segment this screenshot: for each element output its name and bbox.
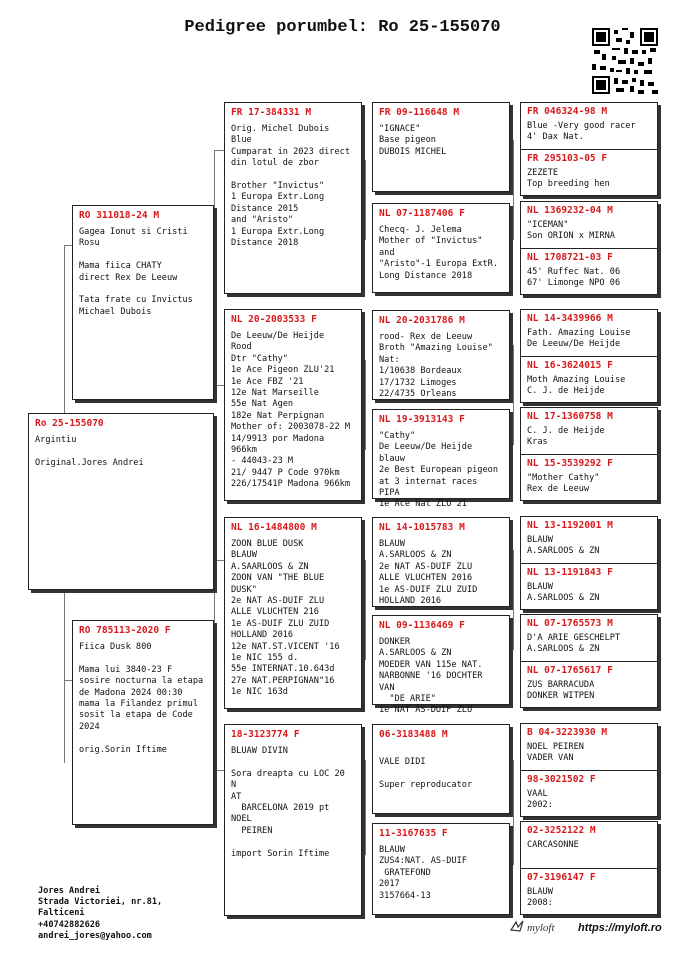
card-text: BLAUW 2008: <box>527 887 553 909</box>
ring-number: FR 046324-98 M <box>527 106 608 117</box>
ring-number: NL 07-1765617 F <box>527 665 613 676</box>
pedigree-card-grandparent[interactable] <box>224 102 362 294</box>
svg-text:myloft: myloft <box>527 922 555 934</box>
card-text: BLAUW A.SARLOOS & ZN <box>527 535 600 557</box>
pedigree-card-gen3[interactable] <box>372 409 510 510</box>
pedigree-card-gen4[interactable] <box>520 723 658 817</box>
card-text: Gagea Ionut si Cristi Rosu Mama fiica CHATY direct Rex De Leeuw Tata frate cu Invictus Michael Dubois <box>79 227 193 317</box>
card-text: ZOON BLUE DUSK BLAUW A.SAARLOOS & ZN ZOON VAN "THE BLUE DUSK" 2e NAT AS-DUIF ZLU ALLE VLUCHTEN 216 1e AS-DUIF ZLU ZUID HOLLAND 2016 12e NAT.ST.VICENT '16 1e NIC 155 d. 55e INTERNAT.10.643d 27e NAT.PERPIGNAN"16 1e NIC 163d <box>231 539 340 698</box>
pedigree-card-gen4[interactable] <box>520 309 658 403</box>
owner-contact: Jores Andrei Strada Victoriei, nr.81, Falticeni +40742882626 andrei_jores@yahoo.com <box>38 886 163 941</box>
ring-number: 02-3252122 M <box>527 825 596 836</box>
connector-line <box>64 245 65 415</box>
pedigree-card-gen4[interactable] <box>520 821 658 915</box>
pedigree-card-gen4[interactable] <box>520 201 658 295</box>
card-text: "IGNACE" Base pigeon DUBOIS MICHEL <box>379 124 447 157</box>
card-text: rood- Rex de Leeuw Broth "Amazing Louise" Nat: 1/10638 Bordeaux 17/1732 Limoges 22/4735 Orleans <box>379 332 493 400</box>
connector-line <box>214 150 215 385</box>
card-text: Fath. Amazing Louise De Leeuw/De Heijde <box>527 328 631 350</box>
pedigree-card-gen3[interactable] <box>372 203 510 293</box>
pedigree-card-sire[interactable] <box>72 205 214 400</box>
card-text: BLAUW A.SARLOOS & ZN 2e NAT AS-DUIF ZLU ALLE VLUCHTEN 2016 1e AS-DUIF ZLU ZUID HOLLAND 2016 <box>379 539 478 607</box>
card-text: C. J. de Heijde Kras <box>527 426 605 448</box>
card-text: BLAUW A.SARLOOS & ZN <box>527 582 600 604</box>
pedigree-card-gen4[interactable] <box>520 614 658 708</box>
card-text: D'A ARIE GESCHELPT A.SARLOOS & ZN <box>527 633 621 655</box>
ring-number: Ro 25-155070 <box>35 418 104 429</box>
card-text: ZEZETE Top breeding hen <box>527 168 610 190</box>
card-text: VAAL 2002: <box>527 789 553 811</box>
pedigree-card-gen3[interactable] <box>372 102 510 192</box>
ring-number: RO 785113-2020 F <box>79 625 171 636</box>
card-text: CARCASONNE <box>527 840 579 850</box>
ring-number: NL 07-1187406 F <box>379 208 465 219</box>
pedigree-card-gen3[interactable] <box>372 823 510 915</box>
pedigree-card-grandparent[interactable] <box>224 309 362 501</box>
connector-line <box>513 760 514 865</box>
qr-code-icon <box>592 28 658 94</box>
ring-number: NL 14-3439966 M <box>527 313 613 324</box>
ring-number: 18-3123774 F <box>231 729 300 740</box>
connector-line <box>513 140 514 240</box>
card-text: "Mother Cathy" Rex de Leeuw <box>527 473 600 495</box>
ring-number: NL 13-1192001 M <box>527 520 613 531</box>
ring-number: NL 07-1765573 M <box>527 618 613 629</box>
ring-number: NL 16-3624015 F <box>527 360 613 371</box>
website-link[interactable]: https://myloft.ro <box>578 922 662 934</box>
pedigree-card-subject[interactable] <box>28 413 214 590</box>
ring-number: FR 09-116648 M <box>379 107 460 118</box>
pedigree-card-gen4[interactable] <box>520 407 658 501</box>
connector-line <box>214 560 224 561</box>
pedigree-card-grandparent[interactable] <box>224 724 362 916</box>
pedigree-card-gen3[interactable] <box>372 517 510 607</box>
card-text: "Cathy" De Leeuw/De Heijde blauw 2e Best European pigeon at 3 internat races PIPA 1e Ace Nat ZLU'21 <box>379 431 498 510</box>
connector-line <box>365 160 366 240</box>
connector-line <box>214 560 215 770</box>
connector-line <box>365 760 366 855</box>
card-text: Orig. Michel Dubois Blue Cumparat in 2023 direct din lotul de zbor Brother "Invictus" 1 Europa Extr.Long Distance 2015 and "Aristo" 1 Europa Extr.Long Distance 2018 <box>231 124 350 249</box>
card-text: VALE DIDI Super reproducator <box>379 757 473 791</box>
ring-number: 11-3167635 F <box>379 828 448 839</box>
ring-number: NL 20-2003533 F <box>231 314 317 325</box>
connector-line <box>365 360 366 450</box>
pedigree-card-gen4[interactable] <box>520 516 658 610</box>
connector-line <box>513 345 514 445</box>
pedigree-card-grandparent[interactable] <box>224 517 362 709</box>
ring-number: RO 311018-24 M <box>79 210 160 221</box>
ring-number: 06-3183488 M <box>379 729 448 740</box>
ring-number: FR 17-384331 M <box>231 107 312 118</box>
pedigree-card-dam[interactable] <box>72 620 214 825</box>
ring-number: 98-3021502 F <box>527 774 596 785</box>
connector-line <box>214 385 224 386</box>
connector-line <box>513 550 514 650</box>
ring-number: B 04-3223930 M <box>527 727 608 738</box>
ring-number: NL 15-3539292 F <box>527 458 613 469</box>
card-text: Blue -Very good racer 4' Dax Nat. <box>527 121 636 143</box>
ring-number: NL 17-1360758 M <box>527 411 613 422</box>
connector-line <box>214 770 224 771</box>
card-text: De Leeuw/De Heijde Rood Dtr "Cathy" 1e Ace Pigeon ZLU'21 1e Ace FBZ '21 12e Nat Marseille 55e Nat Agen 182e Nat Perpignan Mother of: 2003078-22 M 14/9913 por Madona 966km - 44043-23 M 21/ 9447 P Code 970km 226/17541P Madona 966km <box>231 331 350 490</box>
myloft-logo-icon <box>509 918 567 936</box>
card-text: Moth Amazing Louise C. J. de Heijde <box>527 375 626 397</box>
card-text: BLUAW DIVIN Sora dreapta cu LOC 20 N AT BARCELONA 2019 pt NOEL PEIREN import Sorin Iftime <box>231 746 345 859</box>
ring-number: 07-3196147 F <box>527 872 596 883</box>
card-text: NOEL PEIREN VADER VAN <box>527 742 584 764</box>
card-text: BLAUW ZUS4:NAT. AS-DUIF GRATEFOND 2017 3157664-13 <box>379 845 467 901</box>
pedigree-card-gen3[interactable] <box>372 615 510 716</box>
ring-number: NL 09-1136469 F <box>379 620 465 631</box>
ring-number: NL 20-2031786 M <box>379 315 465 326</box>
card-text: DONKER A.SARLOOS & ZN MOEDER VAN 115e NAT. NARBONNE '16 DOCHTER VAN "DE ARIE" 1e NAT AS-DUIF ZLU <box>379 637 483 716</box>
connector-line <box>64 580 65 763</box>
card-text: ZUS BARRACUDA DONKER WITPEN <box>527 680 595 702</box>
connector-line <box>214 150 224 151</box>
ring-number: NL 16-1484800 M <box>231 522 317 533</box>
ring-number: FR 295103-05 F <box>527 153 608 164</box>
pedigree-card-gen3[interactable] <box>372 724 510 814</box>
page-title: Pedigree porumbel: Ro 25-155070 <box>184 18 501 37</box>
card-text: Checq- J. Jelema Mother of "Invictus" and "Aristo"-1 Europa ExtR. Long Distance 2018 <box>379 225 498 281</box>
ring-number: NL 14-1015783 M <box>379 522 465 533</box>
ring-number: NL 1369232-04 M <box>527 205 613 216</box>
pedigree-card-gen3[interactable] <box>372 310 510 400</box>
ring-number: NL 13-1191843 F <box>527 567 613 578</box>
card-text: Argintiu Original.Jores Andrei <box>35 435 144 468</box>
card-text: Fiica Dusk 800 Mama lui 3840-23 F sosire nocturna la etapa de Madona 2024 00:30 mama la Filandez primul sosit la etapa de Code 2024 orig.Sorin Iftime <box>79 642 204 755</box>
pedigree-card-gen4[interactable] <box>520 102 658 196</box>
card-text: 45' Ruffec Nat. 06 67' Limonge NPO 06 <box>527 267 621 289</box>
ring-number: NL 1708721-03 F <box>527 252 613 263</box>
ring-number: NL 19-3913143 F <box>379 414 465 425</box>
card-text: "ICEMAN" Son ORION x MIRNA <box>527 220 615 242</box>
connector-line <box>365 560 366 660</box>
